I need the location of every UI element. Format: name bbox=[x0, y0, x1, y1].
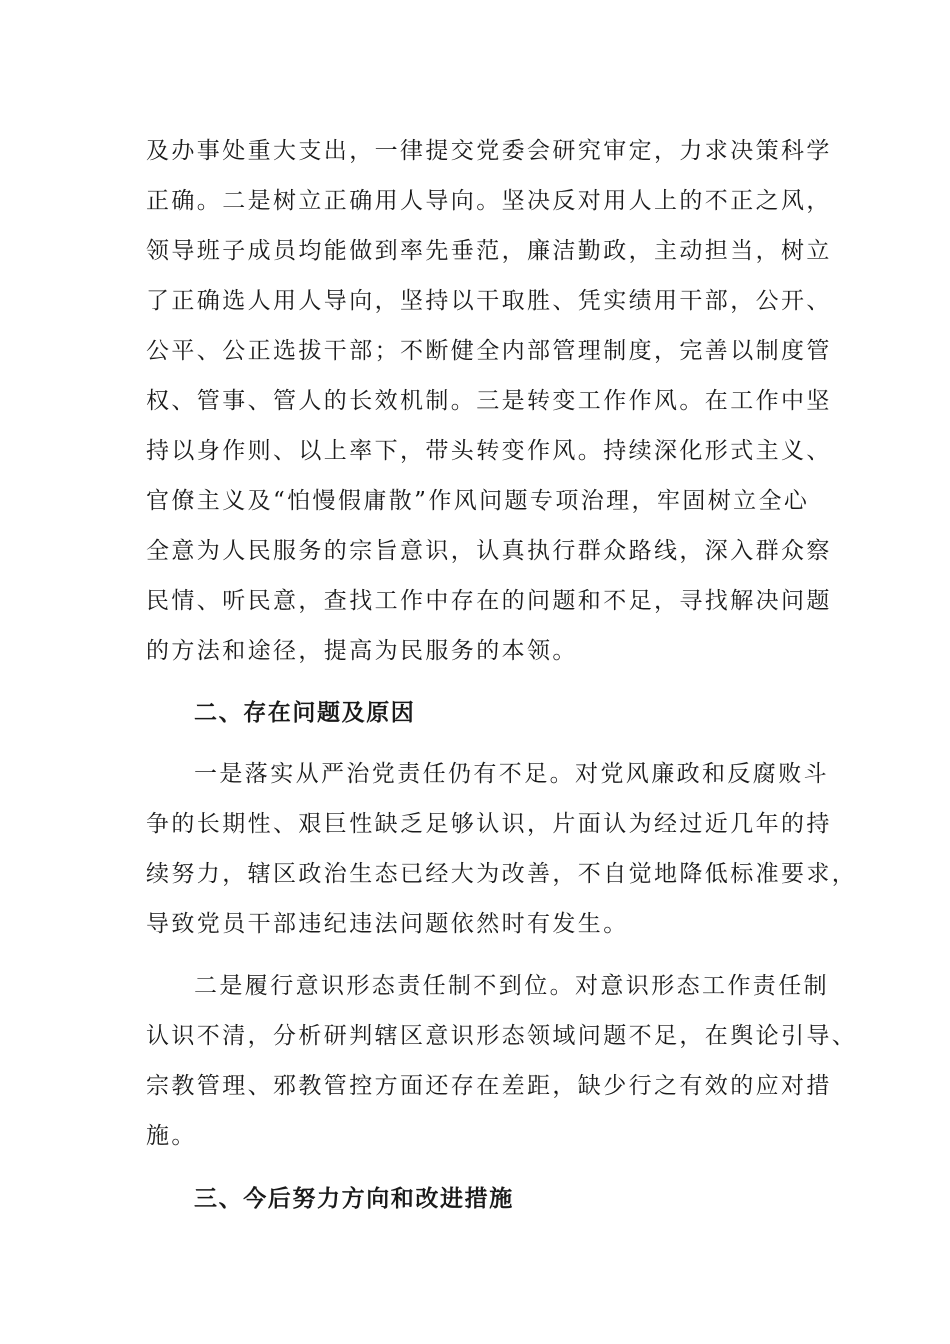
text-line: 一是落实从严治党责任仍有不足。对党风廉政和反腐败斗 bbox=[194, 761, 829, 787]
text-line: 正确。二是树立正确用人导向。坚决反对用人上的不正之风， bbox=[146, 188, 832, 214]
text-line: 及办事处重大支出，一律提交党委会研究审定，力求决策科学 bbox=[146, 138, 832, 164]
text-line: 二是履行意识形态责任制不到位。对意识形态工作责任制 bbox=[194, 973, 829, 999]
text-line: 争的长期性、艰巨性缺乏足够认识，片面认为经过近几年的持 bbox=[146, 811, 832, 837]
text-line: 公平、公正选拔干部；不断健全内部管理制度，完善以制度管 bbox=[146, 338, 832, 364]
text-line: 续努力，辖区政治生态已经大为改善，不自觉地降低标准要求， bbox=[146, 861, 858, 887]
text-line: 官僚主义及“怕慢假庸散”作风问题专项治理，牢固树立全心 bbox=[146, 488, 810, 514]
text-line: 了正确选人用人导向，坚持以干取胜、凭实绩用干部，公开、 bbox=[146, 288, 832, 314]
section-heading-improvements: 三、今后努力方向和改进措施 bbox=[194, 1186, 514, 1212]
text-line: 民情、听民意，查找工作中存在的问题和不足，寻找解决问题 bbox=[146, 588, 832, 614]
text-line: 认识不清，分析研判辖区意识形态领域问题不足，在舆论引导、 bbox=[146, 1023, 858, 1049]
text-line: 导致党员干部违纪违法问题依然时有发生。 bbox=[146, 911, 629, 937]
text-line: 施。 bbox=[146, 1123, 197, 1149]
text-line: 领导班子成员均能做到率先垂范，廉洁勤政，主动担当，树立 bbox=[146, 238, 832, 264]
text-line: 宗教管理、邪教管控方面还存在差距，缺少行之有效的应对措 bbox=[146, 1073, 832, 1099]
text-line: 的方法和途径，提高为民服务的本领。 bbox=[146, 638, 578, 664]
text-line: 全意为人民服务的宗旨意识，认真执行群众路线，深入群众察 bbox=[146, 538, 832, 564]
text-line: 持以身作则、以上率下，带头转变作风。持续深化形式主义、 bbox=[146, 438, 832, 464]
text-line: 权、管事、管人的长效机制。三是转变工作作风。在工作中坚 bbox=[146, 388, 832, 414]
section-heading-problems: 二、存在问题及原因 bbox=[194, 700, 416, 726]
